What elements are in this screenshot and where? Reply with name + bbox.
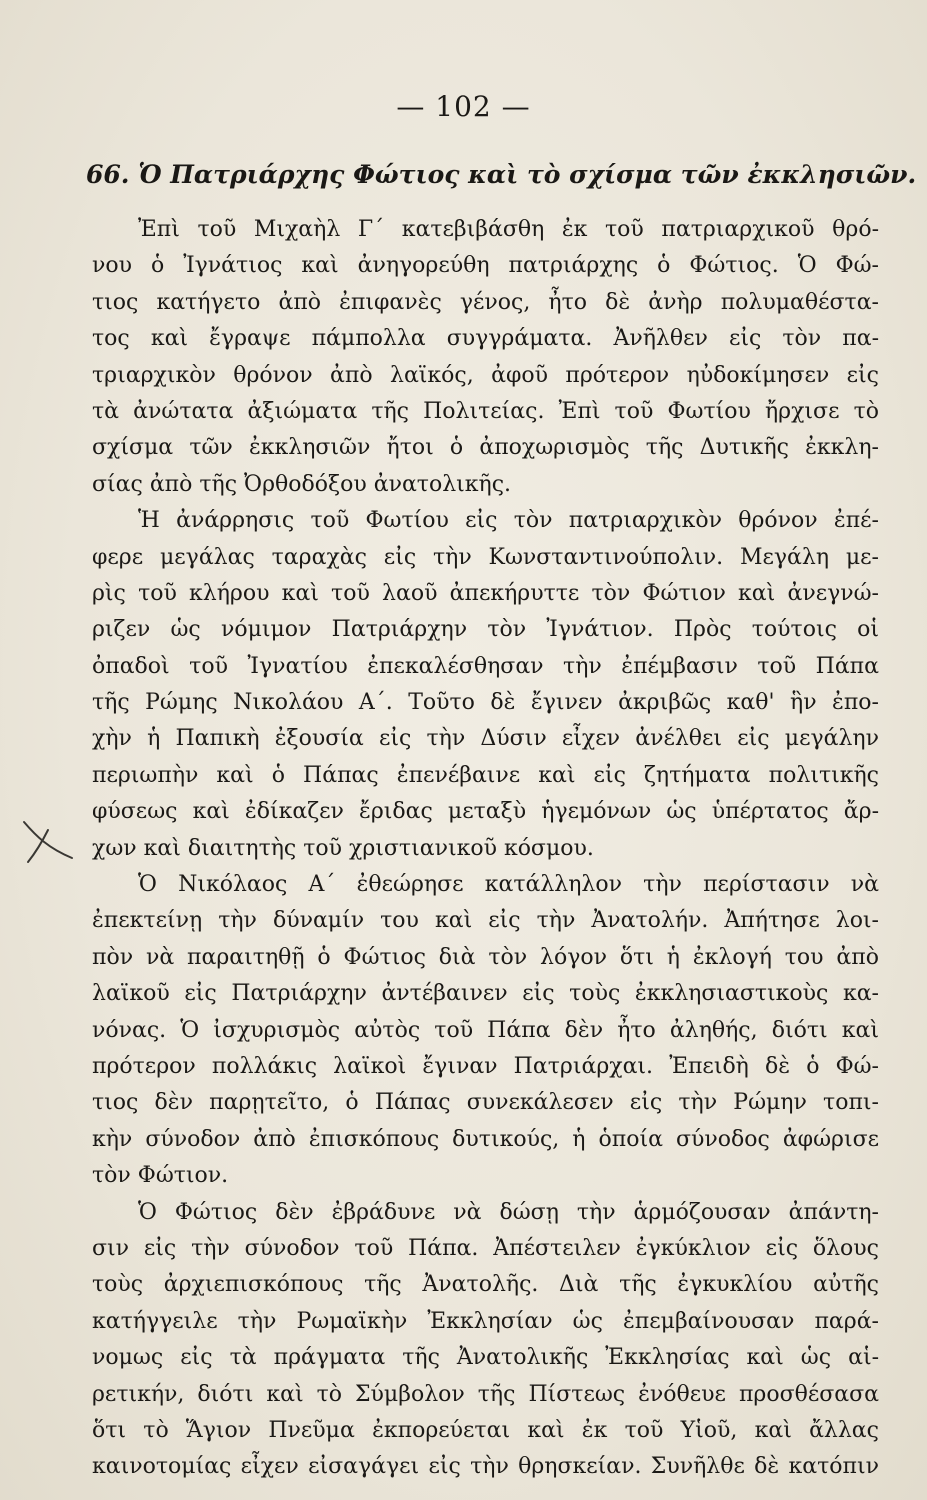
text-line: τιος κατήγετο ἀπὸ ἐπιφανὲς γένος, ἦτο δὲ ἀνὴρ πολυμαθέστα- <box>92 289 879 315</box>
text-line: σχίσμα τῶν ἐκκλησιῶν ἤτοι ὁ ἀποχωρισμὸς τῆς Δυτικῆς ἐκκλη- <box>92 435 879 461</box>
text-line: κατήγγειλε τὴν Ρωμαϊκὴν Ἐκκλησίαν ὡς ἐπεμβαίνουσαν παρά- <box>92 1308 879 1334</box>
page-number: — 102 — <box>396 90 531 123</box>
text-line: τοὺς ἀρχιεπισκόπους τῆς Ἀνατολῆς. Διὰ τῆς ἐγκυκλίου αὐτῆς <box>92 1272 879 1298</box>
text-line: τριαρχικὸν θρόνον ἀπὸ λαϊκός, ἀφοῦ πρότερον ηὐδοκίμησεν εἰς <box>92 362 879 388</box>
text-line: τὸν Φώτιον. <box>92 1163 229 1189</box>
text-line: πὸν νὰ παραιτηθῇ ὁ Φώτιος διὰ τὸν λόγον ὅτι ἡ ἐκλογή του ἀπὸ <box>92 944 879 970</box>
text-line: χων καὶ διαιτητὴς τοῦ χριστιανικοῦ κόσμου. <box>92 835 594 861</box>
text-line: ὀπαδοὶ τοῦ Ἰγνατίου ἐπεκαλέσθησαν τὴν ἐπέμβασιν τοῦ Πάπα <box>92 653 879 679</box>
text-line: καινοτομίας εἶχεν εἰσαγάγει εἰς τὴν θρησκείαν. Συνῆλθε δὲ κατόπιν <box>92 1454 879 1480</box>
text-line: σίας ἀπὸ τῆς Ὀρθοδόξου ἀνατολικῆς. <box>92 471 512 497</box>
body-text <box>92 212 879 1486</box>
text-line: τιος δὲν παρῃτεῖτο, ὁ Πάπας συνεκάλεσεν εἰς τὴν Ρώμην τοπι- <box>92 1090 879 1116</box>
text-line: λαϊκοῦ εἰς Πατριάρχην ἀντέβαινεν εἰς τοὺς ἐκκλησιαστικοὺς κα- <box>92 981 879 1007</box>
text-line: ἐπεκτείνῃ τὴν δύναμίν του καὶ εἰς τὴν Ἀνατολήν. Ἀπήτησε λοι- <box>92 908 879 934</box>
text-line: κὴν σύνοδον ἀπὸ ἐπισκόπους δυτικούς, ἡ ὁποία σύνοδος ἀφώρισε <box>92 1126 879 1152</box>
text-line: φερε μεγάλας ταραχὰς εἰς τὴν Κωνσταντινούπολιν. Μεγάλη με- <box>92 544 879 570</box>
text-line: περιωπὴν καὶ ὁ Πάπας ἐπενέβαινε καὶ εἰς ζητήματα πολιτικῆς <box>92 762 879 788</box>
text-line: σιν εἰς τὴν σύνοδον τοῦ Πάπα. Ἀπέστειλεν ἐγκύκλιον εἰς ὅλους <box>92 1235 879 1261</box>
text-line: φύσεως καὶ ἐδίκαζεν ἔριδας μεταξὺ ἡγεμόνων ὡς ὑπέρτατος ἄρ- <box>92 799 879 825</box>
text-line: πρότερον πολλάκις λαϊκοὶ ἔγιναν Πατριάρχαι. Ἐπειδὴ δὲ ὁ Φώ- <box>92 1053 879 1079</box>
text-line: τος καὶ ἔγραψε πάμπολλα συγγράματα. Ἀνῆλθεν εἰς τὸν πα- <box>92 326 879 352</box>
text-line: νομως εἰς τὰ πράγματα τῆς Ἀνατολικῆς Ἐκκλησίας καὶ ὡς αἱ- <box>92 1345 879 1371</box>
text-line: ὅτι τὸ Ἅγιον Πνεῦμα ἐκπορεύεται καὶ ἐκ τοῦ Υἱοῦ, καὶ ἄλλας <box>92 1417 879 1443</box>
text-line: ρετικήν, διότι καὶ τὸ Σύμβολον τῆς Πίστεως ἐνόθευε προσθέσασα <box>92 1381 879 1407</box>
text-line: νόνας. Ὁ ἰσχυρισμὸς αὐτὸς τοῦ Πάπα δὲν ἦτο ἀληθής, διότι καὶ <box>92 1017 879 1043</box>
text-line: Ὁ Φώτιος δὲν ἐβράδυνε νὰ δώσῃ τὴν ἁρμόζουσαν ἀπάντη- <box>138 1199 879 1225</box>
text-line: Ὁ Νικόλαος Α΄ ἐθεώρησε κατάλληλον τὴν περίστασιν νὰ <box>138 872 879 898</box>
text-line: Ἡ ἀνάρρησις τοῦ Φωτίου εἰς τὸν πατριαρχικὸν θρόνον ἐπέ- <box>138 508 879 534</box>
text-line: ριζεν ὡς νόμιμον Πατριάρχην τὸν Ἰγνάτιον. Πρὸς τούτοις οἱ <box>92 617 879 643</box>
text-line: χὴν ἡ Παπικὴ ἐξουσία εἰς τὴν Δύσιν εἶχεν ἀνέλθει εἰς μεγάλην <box>92 726 879 752</box>
pencil-x-mark-icon <box>18 818 78 866</box>
text-line: τὰ ἀνώτατα ἀξιώματα τῆς Πολιτείας. Ἐπὶ τοῦ Φωτίου ἤρχισε τὸ <box>92 398 879 424</box>
text-line: νου ὁ Ἰγνάτιος καὶ ἀνηγορεύθη πατριάρχης ὁ Φώτιος. Ὁ Φώ- <box>92 253 879 279</box>
text-line: ρὶς τοῦ κλήρου καὶ τοῦ λαοῦ ἀπεκήρυττε τὸν Φώτιον καὶ ἀνεγνώ- <box>92 580 879 606</box>
text-line: Ἐπὶ τοῦ Μιχαὴλ Γ΄ κατεβιβάσθη ἐκ τοῦ πατριαρχικοῦ θρό- <box>138 217 879 242</box>
section-heading: 66. Ὁ Πατριάρχης Φώτιος καὶ τὸ σχίσμα τῶν ἐκκλησιῶν. <box>86 160 917 189</box>
text-line: τῆς Ρώμης Νικολάου Α΄. Τοῦτο δὲ ἔγινεν ἀκριβῶς καθ' ἣν ἐπο- <box>92 690 879 716</box>
